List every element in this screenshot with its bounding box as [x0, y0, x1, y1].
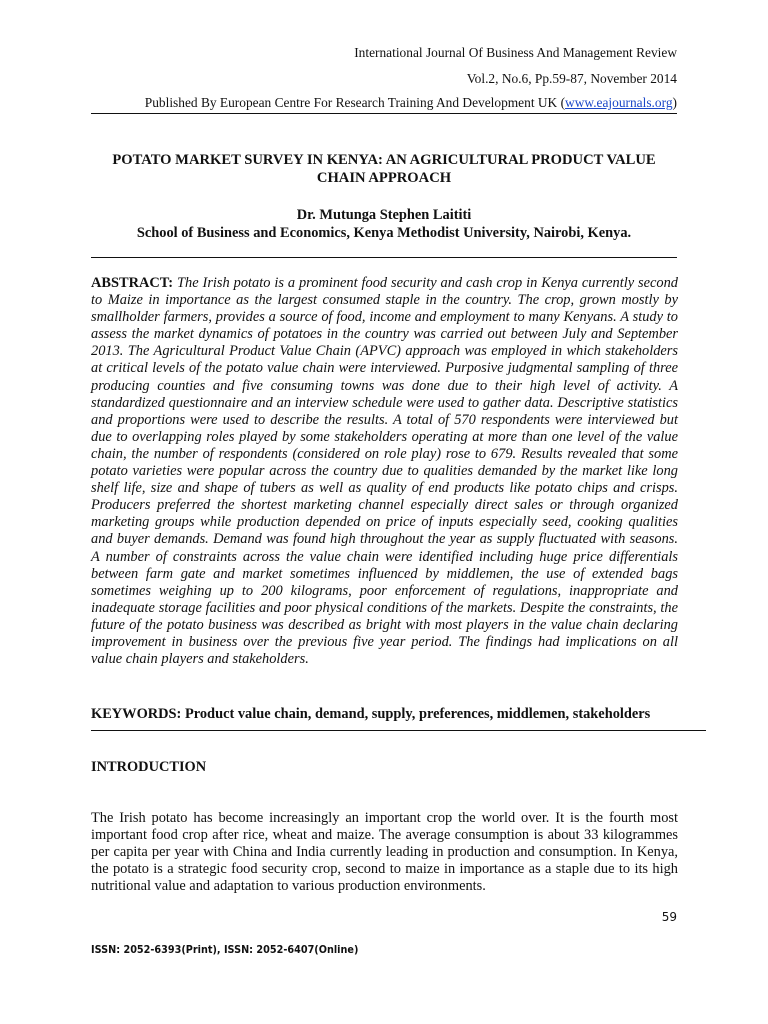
- journal-name: International Journal Of Business And Management Review: [354, 45, 677, 60]
- publisher-line: [145, 95, 677, 111]
- journal-website-link[interactable]: www.eajournals.org: [565, 95, 673, 110]
- author-name: Dr. Mutunga Stephen Laititi: [296, 207, 472, 223]
- keywords: KEYWORDS: Product value chain, demand, supply, preferences, middlemen, stakeholders: [91, 706, 651, 722]
- abstract: [91, 275, 678, 668]
- abstract-label: ABSTRACT:: [91, 275, 174, 291]
- introduction-heading: INTRODUCTION: [91, 759, 207, 775]
- author-affiliation: School of Business and Economics, Kenya Methodist University, Nairobi, Kenya.: [136, 225, 632, 241]
- volume-info: Vol.2, No.6, Pp.59-87, November 2014: [466, 71, 677, 86]
- page-number: 59: [661, 910, 677, 924]
- keywords-rule: [91, 730, 706, 731]
- publisher-suffix: ): [672, 95, 677, 110]
- issn-footer: ISSN: 2052-6393(Print), ISSN: 2052-6407(Online): [91, 943, 359, 956]
- abstract-text: The Irish potato is a prominent food security and cash crop in Kenya currently second to Maize in importance as the largest consumed staple in the country. The crop, grown mostly by smallholder farmers, provides a source of food, income and employment to many Kenyans. A study to assess the market dynamics of potatoes in the country was carried out between July and September 2013. The Agricultural Product Value Chain (APVC) approach was employed in which stakeholders at critical levels of the potato value chain were interviewed. Purposive judgmental sampling of three producing counties and five consuming towns was done due to their high level of activity. A standardized questionnaire and an interview schedule were used to gather data. Descriptive statistics and proportions were used to describe the results. A total of 570 respondents were interviewed but due to overlapping roles played by some stakeholders operating at more than one level of the value chain, the number of respondents (considered on role play) rose to 679. Results revealed that some potato varieties were popular across the country due to qualities demanded by the market like long shelf life, size and shape of tubers as well as quality of end products like potato chips and crisps. Producers preferred the shortest marketing channel especially direct sales or through organized marketing groups while production depended on price of inputs especially seed, cooking qualities and buyer demands. Demand was found high throughout the year as supply fluctuated with seasons. A number of constraints across the value chain were identified including huge price differentials between farm gate and market sometimes influenced by middlemen, the use of extended bags sometimes weighing up to 200 kilograms, poor enforcement of regulations, inappropriate and inadequate storage facilities and poor physical conditions of the markets. Despite the constraints, the future of the potato business was described as bright with most players in the value chain declaring improvement in business over the previous five year period. The findings had implications on all value chain players and stakeholders.: [91, 275, 678, 668]
- paper-title: POTATO MARKET SURVEY IN KENYA: AN AGRICULTURAL PRODUCT VALUE CHAIN APPROACH: [112, 152, 656, 186]
- introduction-paragraph: The Irish potato has become increasingly an important crop the world over. It is the fourth most important food crop after rice, wheat and maize. The average consumption is about 33 kilogrammes per capita per year with China and India currently leading in production and consumption. In Kenya, the potato is a strategic food security crop, second to maize in importance as a staple due to its high nutritional value and adaptation to various production environments.: [91, 810, 678, 895]
- header-rule: [91, 113, 677, 114]
- author-block: [91, 206, 677, 242]
- author-rule: [91, 257, 677, 258]
- publisher-prefix: Published By European Centre For Research Training And Development UK (: [144, 95, 566, 110]
